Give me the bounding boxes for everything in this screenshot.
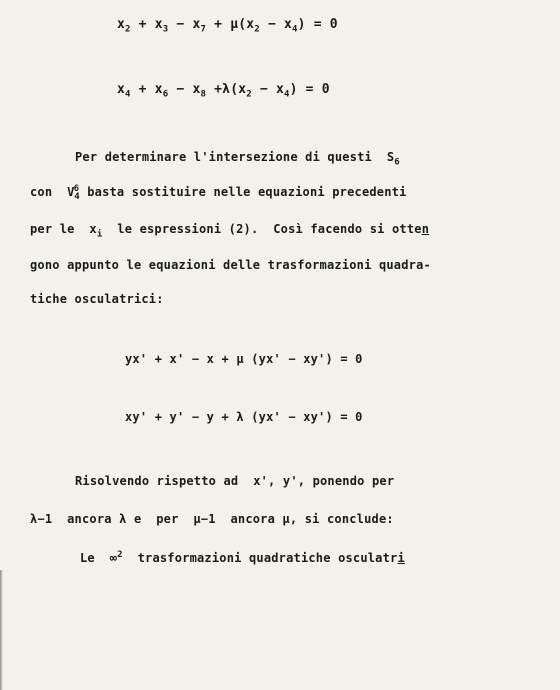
equation-2: $x_4 + x_6 - x_8 +\lambda(x_2 - x_4) = 0$ xyxy=(117,82,330,100)
paragraph-2-line-2: λ−1 ancora λ e per μ−1 ancora μ, si conclude: xyxy=(30,512,394,526)
paragraph-1-line-1: Per determinare l'intersezione di questi $S_6$ xyxy=(75,150,400,168)
equation-4: xy' + y' − y + λ (yx' − xy') = 0 xyxy=(125,410,363,424)
equation-3: yx' + x' − x + μ (yx' − xy') = 0 xyxy=(125,352,363,366)
equation-1: $x_2 + x_3 - x_7 + \mu(x_2 - x_4) = 0$ xyxy=(117,17,338,35)
paragraph-1-line-4: gono appunto le equazioni delle trasformazioni quadra- xyxy=(30,258,431,272)
paragraph-1-line-5: tiche osculatrici: xyxy=(30,292,164,306)
paragraph-2-line-1: Risolvendo rispetto ad x', y', ponendo per xyxy=(75,474,395,488)
paragraph-1-line-3: per le $x_i$ le espressioni (2). Così facendo si otten xyxy=(30,222,430,240)
paragraph-2-line-3: Le ∞$^2$ trasformazioni quadratiche osculatri xyxy=(80,550,405,565)
page-edge-shadow xyxy=(0,570,3,690)
paragraph-1-line-2: con $V^6_4$ basta sostituire nelle equazioni precedenti xyxy=(30,184,407,203)
